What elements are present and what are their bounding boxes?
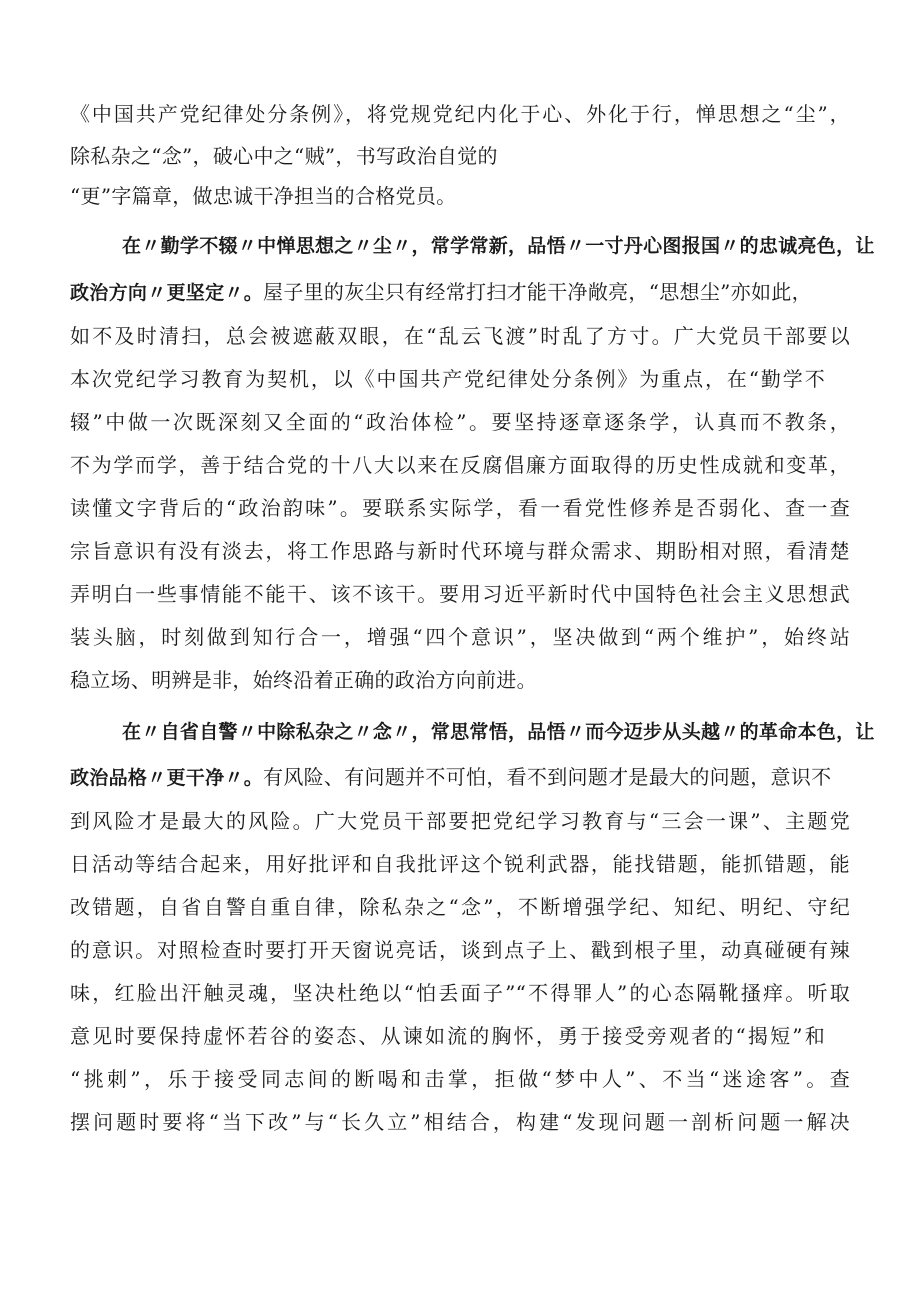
- section2-line-2: [70, 764, 850, 791]
- section2-body-line: 日活动等结合起来，用好批评和自我批评这个锐利武器，能找错题，能抓错题，能: [70, 852, 850, 876]
- section2-body-line: 到风险才是最大的风险。广大党员干部要把党纪学习教育与“三会一课”、主题党: [70, 809, 850, 833]
- section1-body-line: 宗旨意识有没有淡去，将工作思路与新时代环境与群众需求、期盼相对照，看清楚: [70, 539, 850, 563]
- section2-heading-line-1: 在〃自省自警〃中除私杂之〃念〃，常思常悟，品悟〃而今迈步从头越〃的革命本色，让: [122, 721, 875, 743]
- section1-heading-line-1: 在〃勤学不辍〃中惮思想之〃尘〃，常学常新，品悟〃一寸丹心图报国〃的忠诚亮色，让: [122, 235, 875, 257]
- section1-body-line: 辍”中做一次既深刻又全面的“政治体检”。要坚持逐章逐条学，认真而不教条，: [70, 410, 850, 434]
- section1-line-2-body: 屋子里的灰尘只有经常打扫才能干净敞亮，“思想尘”亦如此，: [263, 280, 812, 304]
- section1-body-line: 读懂文字背后的“政治韵味”。要联系实际学，看一看党性修养是否弱化、查一查: [70, 496, 850, 520]
- intro-line-3: “更”字篇章，做忠诚干净担当的合格党员。: [70, 184, 457, 208]
- section1-body-line: 不为学而学，善于结合党的十八大以来在反腐倡廉方面取得的历史性成就和变革，: [70, 453, 850, 477]
- intro-line-2: 除私杂之“念”，破心中之“贼”，书写政治自觉的: [70, 144, 498, 168]
- section1-body-line: 装头脑，时刻做到知行合一，增强“四个意识”，坚决做到“两个维护”，始终站: [70, 625, 850, 649]
- section2-line-2-body: 有风险、有问题并不可怕，看不到问题才是最大的问题，意识不: [263, 765, 832, 789]
- section2-body-line: “挑刺”，乐于接受同志间的断喝和击掌，拒做“梦中人”、不当“迷途客”。查: [70, 1067, 850, 1091]
- section1-body-line: 稳立场、明辨是非，始终沿着正确的政治方向前进。: [70, 668, 537, 692]
- section1-body-line: 本次党纪学习教育为契机，以《中国共产党纪律处分条例》为重点，在“勤学不: [70, 367, 825, 391]
- section2-body-line: 意见时要保持虚怀若谷的姿态、从谏如流的胸怀，勇于接受旁观者的“揭短”和: [70, 1024, 825, 1048]
- section2-body-line: 改错题，自省自警自重自律，除私杂之“念”，不断增强学纪、知纪、明纪、守纪: [70, 895, 850, 919]
- section2-body-line: 摆问题时要将“当下改”与“长久立”相结合，构建“发现问题一剖析问题一解决: [70, 1110, 850, 1134]
- section1-heading-line-2: 政治方向〃更坚定〃。: [70, 282, 264, 304]
- section2-body-line: 味，红脸出汗触灵魂，坚决杜绝以“怕丢面子”“不得罪人”的心态隔靴搔痒。听取: [70, 981, 850, 1005]
- section1-body-line: 如不及时清扫，总会被遮蔽双眼，在“乱云飞渡”时乱了方寸。广大党员干部要以: [70, 324, 850, 348]
- section2-body-line: 的意识。对照检查时要打开天窗说亮话，谈到点子上、戳到根子里，动真碰硬有辣: [70, 938, 850, 962]
- section1-body-line: 弄明白一些事情能不能干、该不该干。要用习近平新时代中国特色社会主义思想武: [70, 582, 850, 606]
- section1-line-2: [70, 279, 850, 306]
- intro-line-1: 《中国共产党纪律处分条例》，将党规党纪内化于心、外化于行，惮思想之“尘”，: [70, 102, 850, 126]
- section2-heading-line-2: 政治品格〃更干净〃。: [70, 767, 264, 789]
